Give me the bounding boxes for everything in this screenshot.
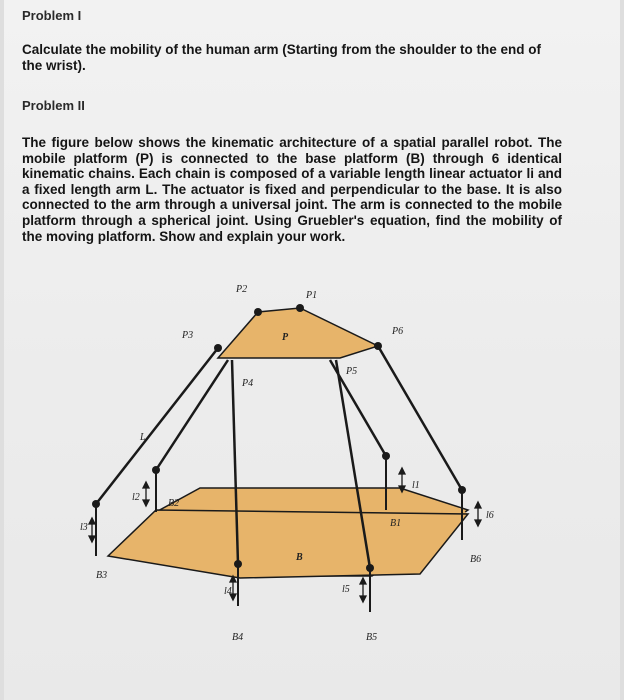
universal-joint-4 (234, 560, 242, 568)
label-P4: P4 (242, 378, 254, 389)
label-B5: B5 (366, 632, 378, 643)
label-P: P (282, 332, 289, 343)
label-l3: l3 (80, 522, 88, 533)
label-l6: l6 (486, 510, 494, 521)
universal-joint-2 (152, 466, 160, 474)
label-l4: l4 (224, 586, 232, 597)
spherical-joint-3 (214, 344, 222, 352)
problem-1-text: Calculate the mobility of the human arm (Starting from the shoulder to the end of the wrist). (22, 42, 542, 73)
base-outline (108, 510, 468, 578)
arm-1 (330, 360, 386, 456)
label-P2: P2 (236, 284, 248, 295)
label-P5: P5 (346, 366, 358, 377)
label-B1: B1 (390, 518, 402, 529)
universal-joint-1 (382, 452, 390, 460)
label-P3: P3 (182, 330, 194, 341)
label-l1: l1 (412, 480, 420, 491)
problem-2-heading: Problem II (22, 98, 85, 113)
label-B4: B4 (232, 632, 244, 643)
label-l2: l2 (132, 492, 140, 503)
problem-2-text: The figure below shows the kinematic architecture of a spatial parallel robot. The mobile platform (P) is connected to the base platform (B) through 6 identical kinematic chains. Each chain is composed of a variable length linear actuator li and a fixed length arm L. The actuator is fixed and perpendicular to the base. It is also connected to the arm through a universal joint. The arm is connected to the mobile platform through a spherical joint. Using Gruebler's equation, find the mobility of the moving platform. Show and explain your work. (22, 135, 562, 244)
label-B6: B6 (470, 554, 482, 565)
arm-6 (378, 346, 462, 490)
spherical-joint-6 (374, 342, 382, 350)
label-L: L (140, 432, 146, 443)
problem-1-heading: Problem I (22, 8, 82, 23)
mobile-platform (218, 308, 378, 358)
label-B2: B2 (168, 498, 180, 509)
universal-joint-6 (458, 486, 466, 494)
label-B: B (296, 552, 303, 563)
label-P1: P1 (306, 290, 318, 301)
label-l5: l5 (342, 584, 350, 595)
universal-joint-3 (92, 500, 100, 508)
spherical-joint-1 (296, 304, 304, 312)
universal-joint-5 (366, 564, 374, 572)
label-B3: B3 (96, 570, 108, 581)
spherical-joint-2 (254, 308, 262, 316)
label-P6: P6 (392, 326, 404, 337)
